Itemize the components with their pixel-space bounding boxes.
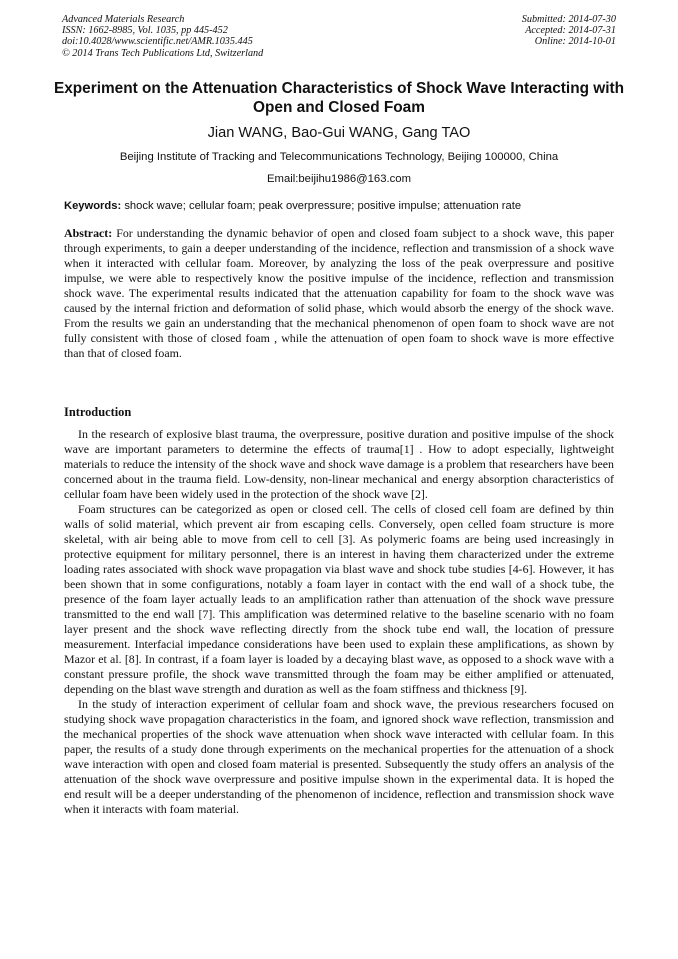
keywords-text: shock wave; cellular foam; peak overpressure; positive impulse; attenuation rate (124, 200, 522, 212)
dates-header (522, 14, 616, 48)
doi-line: doi:10.4028/www.scientific.net/AMR.1035.445 (62, 36, 253, 48)
introduction-body (64, 427, 614, 817)
accepted-date: Accepted: 2014-07-31 (525, 25, 616, 37)
issn-line: ISSN: 1662-8985, Vol. 1035, pp 445-452 (62, 25, 228, 37)
intro-paragraph: In the study of interaction experiment of cellular foam and shock wave, the previous researchers focused on studying shock wave propagation characteristics in the foam, and ignored shock wave reflection, transmission and the mechanical properties of the shock wave attenuation when shock wave interacted with cellular foam. In this paper, the results of a study done through experiments on the mechanical properties for the attenuation of a shock wave interaction with open and closed foam material is presented. Subsequently the study offers an analysis of the attenuation of the shock wave overpressure and positive impulse shown in the experimental data. It is hoped the end result will be a deeper understanding of the phenomenon of incidence, reflection and transmission shock wave when it interacts with foam material. (64, 697, 614, 816)
author-email: Email:beijihu1986@163.com (267, 173, 411, 185)
author-list: Jian WANG, Bao-Gui WANG, Gang TAO (207, 125, 471, 141)
submitted-date: Submitted: 2014-07-30 (521, 14, 616, 25)
affiliation: Beijing Institute of Tracking and Telecommunications Technology, Beijing 100000, China (119, 151, 559, 163)
journal-header (62, 14, 263, 59)
paper-title: Experiment on the Attenuation Characteristics of Shock Wave Interacting with Open and Closed Foam (53, 80, 625, 116)
keywords-label: Keywords: (64, 200, 122, 212)
keywords-line (64, 199, 624, 213)
journal-name: Advanced Materials Research (62, 14, 185, 25)
abstract (64, 226, 614, 361)
intro-paragraph: In the research of explosive blast trauma, the overpressure, positive duration and positive impulse of the shock wave are important parameters to determine the effects of trauma[1] . How to adopt especially, lightweight materials to reduce the intensity of the shock wave and shock wave damage is a problem that researchers have been concerned about in the trauma field. Low-density, non-linear mechanical and energy absorption characteristics of cellular foam have been widely used in the protection of the shock wave [2]. (64, 427, 614, 501)
abstract-label: Abstract: (64, 226, 113, 240)
copyright-line: © 2014 Trans Tech Publications Ltd, Switzerland (62, 47, 264, 59)
abstract-text: For understanding the dynamic behavior of open and closed foam subject to a shock wave, this paper through experiments, to gain a deeper understanding of the incidence, reflection and transmission of a shock wave when it interacted with cellular foam. Moreover, by analyzing the loss of the peak overpressure and positive impulse, we were able to respectively know the positive impulse of the incidence, reflection and transmission shock wave. The experimental results indicated that the attenuation capability for foam to the shock wave was caused by the internal friction and deformation of solid phase, which would absorb the energy of the shock wave. From the results we gain an understanding that the mechanical phenomenon of open foam to shock wave are not fully consistent with those of closed foam , while the attenuation of open foam to shock wave is more effective than that of closed foam. (64, 226, 614, 360)
online-date: Online: 2014-10-01 (534, 36, 616, 48)
intro-paragraph: Foam structures can be categorized as open or closed cell. The cells of closed cell foam are defined by thin walls of solid material, which prevent air from escaping cells. Conversely, open celled foam structure is more skeletal, with air being able to move from cell to cell [3]. As polymeric foams are being used increasingly in protective equipment for military personnel, there is an interest in having them characterized under the extreme loading rates associated with shock wave propagation via blast wave and shock tube studies [4-6]. However, it has been shown that in some configurations, notably a foam layer in contact with the end wall of a shock tube, the presence of the foam layer actually leads to an amplification rather than attenuation of the shock wave pressure transmitted to the end wall [7]. This amplification was determined relative to the baseline scenario with no foam layer present and the shock wave reflecting directly from the shock tube end wall, the location of pressure measurement. Interfacial impedance considerations have been used to explain these amplifications, as shown by Mazor et al. [8]. In contrast, if a foam layer is loaded by a decaying blast wave, as opposed to a shock wave with a constant pressure profile, the shock wave transmitted through the foam may be either amplified or attenuated, depending on the blast wave strength and duration as well as the foam stiffness and thickness [9]. (64, 502, 614, 696)
introduction-heading: Introduction (64, 405, 132, 419)
